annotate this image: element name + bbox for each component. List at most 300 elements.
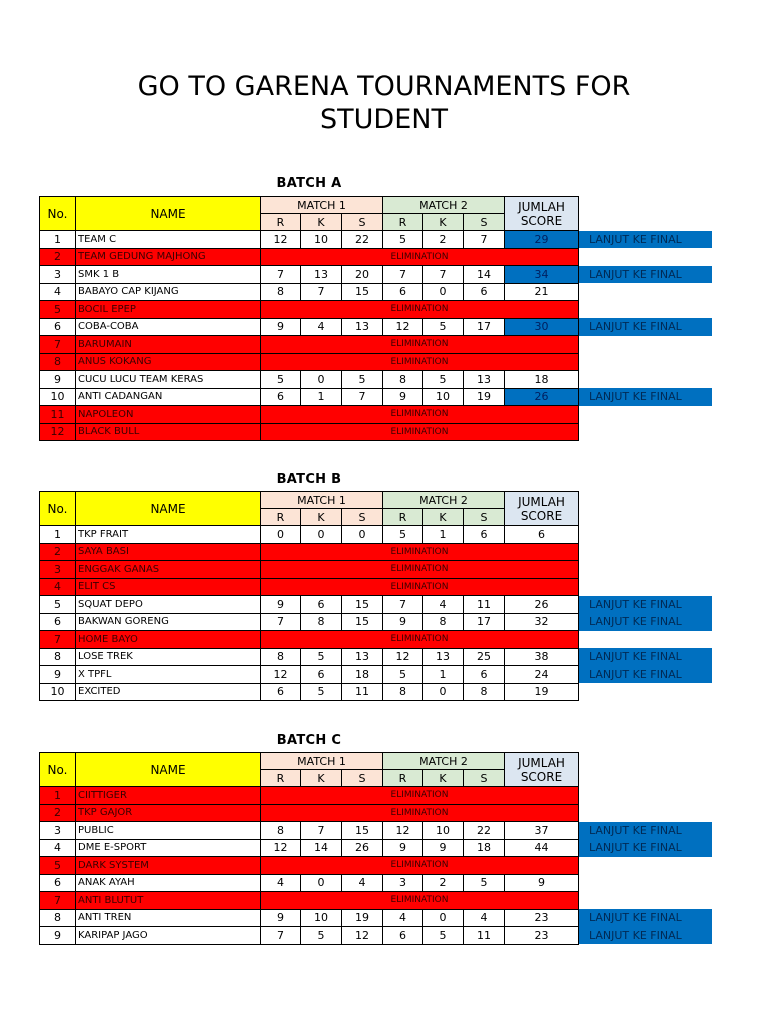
cell-s2: 11 <box>464 596 505 614</box>
elimination-label: ELIMINATION <box>261 857 579 875</box>
column-header-match2: MATCH 2 <box>383 492 505 509</box>
table-row <box>40 666 712 684</box>
row-spacer <box>579 526 712 544</box>
team-name: X TPFL <box>76 666 261 684</box>
column-header-match2-s: S <box>464 509 505 526</box>
table-row <box>40 927 712 945</box>
team-name: BABAYO CAP KIJANG <box>76 283 261 301</box>
cell-k2: 5 <box>423 927 464 945</box>
column-header-match1-r: R <box>261 214 301 231</box>
final-badge: LANJUT KE FINAL <box>579 266 712 284</box>
row-number: 5 <box>40 596 76 614</box>
cell-k2: 1 <box>423 666 464 684</box>
row-number: 6 <box>40 874 76 892</box>
table-header-row <box>40 492 712 509</box>
cell-r1: 9 <box>261 909 301 927</box>
team-name: BLACK BULL <box>76 423 261 441</box>
cell-s2: 19 <box>464 388 505 406</box>
total-score: 21 <box>505 283 579 301</box>
column-header-match1-k: K <box>301 214 342 231</box>
cell-r1: 6 <box>261 683 301 701</box>
cell-k1: 6 <box>301 666 342 684</box>
cell-r2: 8 <box>383 683 423 701</box>
table-header-row <box>40 197 712 214</box>
cell-k2: 4 <box>423 596 464 614</box>
cell-r1: 8 <box>261 283 301 301</box>
row-spacer <box>579 336 712 354</box>
table-row <box>40 909 712 927</box>
cell-r2: 12 <box>383 318 423 336</box>
column-header-match2-r: R <box>383 770 423 787</box>
cell-k1: 5 <box>301 648 342 666</box>
page-title-line-1: GO TO GARENA TOURNAMENTS FOR <box>137 71 631 102</box>
cell-s2: 8 <box>464 683 505 701</box>
column-header-match2-s: S <box>464 214 505 231</box>
cell-k2: 8 <box>423 613 464 631</box>
total-score: 26 <box>505 388 579 406</box>
cell-s2: 7 <box>464 231 505 249</box>
table-row <box>40 631 712 649</box>
total-score: 38 <box>505 648 579 666</box>
row-number: 7 <box>40 336 76 354</box>
row-spacer <box>579 406 712 424</box>
team-name: TKP GAJOR <box>76 804 261 822</box>
cell-r2: 6 <box>383 927 423 945</box>
cell-r1: 8 <box>261 648 301 666</box>
table-row <box>40 266 712 284</box>
cell-k2: 0 <box>423 909 464 927</box>
cell-k2: 5 <box>423 318 464 336</box>
cell-r2: 5 <box>383 526 423 544</box>
team-name: NAPOLEON <box>76 406 261 424</box>
cell-s1: 15 <box>342 283 383 301</box>
results-table <box>39 491 712 701</box>
row-number: 2 <box>40 804 76 822</box>
cell-r2: 6 <box>383 283 423 301</box>
table-row <box>40 648 712 666</box>
elimination-label: ELIMINATION <box>261 804 579 822</box>
cell-r1: 12 <box>261 839 301 857</box>
cell-s2: 17 <box>464 318 505 336</box>
row-number: 1 <box>40 787 76 805</box>
row-number: 11 <box>40 406 76 424</box>
cell-s1: 0 <box>342 526 383 544</box>
team-name: LOSE TREK <box>76 648 261 666</box>
team-name: COBA-COBA <box>76 318 261 336</box>
cell-r1: 5 <box>261 371 301 389</box>
team-name: TKP FRAIT <box>76 526 261 544</box>
row-spacer <box>579 561 712 579</box>
row-number: 1 <box>40 231 76 249</box>
final-badge: LANJUT KE FINAL <box>579 318 712 336</box>
cell-k2: 0 <box>423 283 464 301</box>
column-header-match1-s: S <box>342 214 383 231</box>
cell-s1: 15 <box>342 596 383 614</box>
cell-k1: 0 <box>301 526 342 544</box>
cell-s2: 6 <box>464 666 505 684</box>
cell-s1: 7 <box>342 388 383 406</box>
table-row <box>40 543 712 561</box>
team-name: BARUMAIN <box>76 336 261 354</box>
column-header-match1-k: K <box>301 509 342 526</box>
cell-r2: 7 <box>383 266 423 284</box>
total-score: 37 <box>505 822 579 840</box>
cell-k1: 0 <box>301 371 342 389</box>
table-row <box>40 857 712 875</box>
row-spacer <box>579 578 712 596</box>
total-score: 19 <box>505 683 579 701</box>
cell-s1: 19 <box>342 909 383 927</box>
team-name: CUCU LUCU TEAM KERAS <box>76 371 261 389</box>
team-name: SAYA BASI <box>76 543 261 561</box>
table-row <box>40 613 712 631</box>
team-name: SMK 1 B <box>76 266 261 284</box>
table-row <box>40 353 712 371</box>
elimination-label: ELIMINATION <box>261 406 579 424</box>
elimination-label: ELIMINATION <box>261 892 579 910</box>
cell-s2: 25 <box>464 648 505 666</box>
column-header-match1: MATCH 1 <box>261 492 383 509</box>
column-header-name: NAME <box>76 492 261 526</box>
table-row <box>40 892 712 910</box>
table-row <box>40 406 712 424</box>
elimination-label: ELIMINATION <box>261 631 579 649</box>
column-header-match2-k: K <box>423 214 464 231</box>
score-header-line-1: JUMLAH <box>518 199 565 214</box>
team-name: DARK SYSTEM <box>76 857 261 875</box>
total-score: 24 <box>505 666 579 684</box>
row-number: 3 <box>40 822 76 840</box>
team-name: BAKWAN GORENG <box>76 613 261 631</box>
cell-s2: 14 <box>464 266 505 284</box>
score-header-line-2: SCORE <box>520 769 563 784</box>
row-number: 5 <box>40 857 76 875</box>
team-name: HOME BAYO <box>76 631 261 649</box>
team-name: ENGGAK GANAS <box>76 561 261 579</box>
team-name: BOCIL EPEP <box>76 301 261 319</box>
row-spacer <box>579 371 712 389</box>
team-name: ELIT CS <box>76 578 261 596</box>
total-score: 44 <box>505 839 579 857</box>
table-row <box>40 787 712 805</box>
row-number: 7 <box>40 892 76 910</box>
final-badge: LANJUT KE FINAL <box>579 822 712 840</box>
batch-title: BATCH B <box>276 472 342 487</box>
column-header-no: No. <box>40 492 76 526</box>
cell-k1: 0 <box>301 874 342 892</box>
row-number: 7 <box>40 631 76 649</box>
table-row <box>40 283 712 301</box>
row-spacer <box>579 804 712 822</box>
column-header-match1-r: R <box>261 509 301 526</box>
row-number: 10 <box>40 683 76 701</box>
cell-r1: 7 <box>261 266 301 284</box>
elimination-label: ELIMINATION <box>261 578 579 596</box>
cell-r1: 8 <box>261 822 301 840</box>
row-spacer <box>579 874 712 892</box>
row-number: 4 <box>40 283 76 301</box>
cell-k2: 2 <box>423 231 464 249</box>
cell-r1: 4 <box>261 874 301 892</box>
table-row <box>40 874 712 892</box>
column-header-name: NAME <box>76 197 261 231</box>
final-badge: LANJUT KE FINAL <box>579 648 712 666</box>
elimination-label: ELIMINATION <box>261 301 579 319</box>
cell-s2: 6 <box>464 526 505 544</box>
cell-k2: 2 <box>423 874 464 892</box>
row-spacer <box>579 631 712 649</box>
cell-r2: 5 <box>383 231 423 249</box>
final-badge: LANJUT KE FINAL <box>579 909 712 927</box>
column-header-score <box>505 492 579 526</box>
cell-k1: 7 <box>301 283 342 301</box>
column-header-match2-s: S <box>464 770 505 787</box>
row-spacer <box>579 248 712 266</box>
row-number: 1 <box>40 526 76 544</box>
total-score: 26 <box>505 596 579 614</box>
cell-k1: 5 <box>301 927 342 945</box>
column-header-match1-s: S <box>342 770 383 787</box>
cell-s1: 15 <box>342 613 383 631</box>
total-score: 32 <box>505 613 579 631</box>
row-number: 4 <box>40 839 76 857</box>
cell-k1: 13 <box>301 266 342 284</box>
column-header-match1: MATCH 1 <box>261 753 383 770</box>
elimination-label: ELIMINATION <box>261 353 579 371</box>
total-score: 23 <box>505 909 579 927</box>
team-name: TEAM GEDUNG MAJHONG <box>76 248 261 266</box>
cell-k1: 10 <box>301 231 342 249</box>
final-badge: LANJUT KE FINAL <box>579 231 712 249</box>
cell-s1: 5 <box>342 371 383 389</box>
cell-r2: 8 <box>383 371 423 389</box>
batch-title: BATCH C <box>276 733 342 748</box>
team-name: TEAM C <box>76 231 261 249</box>
cell-k2: 10 <box>423 388 464 406</box>
cell-r1: 6 <box>261 388 301 406</box>
row-number: 9 <box>40 371 76 389</box>
cell-s1: 4 <box>342 874 383 892</box>
row-number: 5 <box>40 301 76 319</box>
cell-k1: 10 <box>301 909 342 927</box>
cell-k1: 5 <box>301 683 342 701</box>
cell-s1: 20 <box>342 266 383 284</box>
cell-k2: 7 <box>423 266 464 284</box>
cell-s2: 6 <box>464 283 505 301</box>
row-spacer <box>579 283 712 301</box>
table-row <box>40 423 712 441</box>
column-header-match2: MATCH 2 <box>383 197 505 214</box>
row-number: 10 <box>40 388 76 406</box>
cell-r1: 9 <box>261 318 301 336</box>
header-spacer <box>579 753 712 787</box>
column-header-score <box>505 197 579 231</box>
column-header-match2-k: K <box>423 509 464 526</box>
cell-k1: 14 <box>301 839 342 857</box>
cell-r2: 5 <box>383 666 423 684</box>
total-score: 6 <box>505 526 579 544</box>
row-number: 2 <box>40 543 76 561</box>
table-row <box>40 248 712 266</box>
row-number: 8 <box>40 353 76 371</box>
page-title-line-2: STUDENT <box>320 104 448 135</box>
header-spacer <box>579 492 712 526</box>
team-name: EXCITED <box>76 683 261 701</box>
column-header-match1-r: R <box>261 770 301 787</box>
table-row <box>40 822 712 840</box>
cell-s1: 13 <box>342 648 383 666</box>
cell-r2: 12 <box>383 648 423 666</box>
cell-s1: 15 <box>342 822 383 840</box>
row-spacer <box>579 857 712 875</box>
row-spacer <box>579 543 712 561</box>
cell-k2: 13 <box>423 648 464 666</box>
cell-k2: 10 <box>423 822 464 840</box>
table-row <box>40 561 712 579</box>
cell-s2: 13 <box>464 371 505 389</box>
team-name: ANAK AYAH <box>76 874 261 892</box>
score-header-line-2: SCORE <box>520 508 563 523</box>
column-header-match1: MATCH 1 <box>261 197 383 214</box>
results-table <box>39 752 712 945</box>
final-badge: LANJUT KE FINAL <box>579 927 712 945</box>
total-score: 30 <box>505 318 579 336</box>
cell-r2: 9 <box>383 388 423 406</box>
row-spacer <box>579 787 712 805</box>
table-header-row <box>40 753 712 770</box>
cell-k1: 1 <box>301 388 342 406</box>
table-row <box>40 596 712 614</box>
cell-k1: 6 <box>301 596 342 614</box>
elimination-label: ELIMINATION <box>261 248 579 266</box>
row-number: 9 <box>40 927 76 945</box>
cell-r2: 12 <box>383 822 423 840</box>
final-badge: LANJUT KE FINAL <box>579 839 712 857</box>
column-header-match2-k: K <box>423 770 464 787</box>
column-header-match2: MATCH 2 <box>383 753 505 770</box>
cell-r1: 12 <box>261 231 301 249</box>
row-number: 8 <box>40 648 76 666</box>
row-number: 6 <box>40 318 76 336</box>
team-name: ANTI CADANGAN <box>76 388 261 406</box>
cell-k2: 5 <box>423 371 464 389</box>
row-number: 9 <box>40 666 76 684</box>
cell-s2: 11 <box>464 927 505 945</box>
cell-s2: 17 <box>464 613 505 631</box>
row-spacer <box>579 892 712 910</box>
table-row <box>40 526 712 544</box>
cell-s2: 4 <box>464 909 505 927</box>
elimination-label: ELIMINATION <box>261 423 579 441</box>
cell-r2: 9 <box>383 613 423 631</box>
table-row <box>40 578 712 596</box>
table-row <box>40 804 712 822</box>
row-number: 12 <box>40 423 76 441</box>
cell-r1: 9 <box>261 596 301 614</box>
total-score: 34 <box>505 266 579 284</box>
cell-s1: 13 <box>342 318 383 336</box>
column-header-name: NAME <box>76 753 261 787</box>
elimination-label: ELIMINATION <box>261 336 579 354</box>
row-spacer <box>579 683 712 701</box>
cell-k2: 1 <box>423 526 464 544</box>
column-header-no: No. <box>40 197 76 231</box>
cell-s1: 12 <box>342 927 383 945</box>
team-name: KARIPAP JAGO <box>76 927 261 945</box>
final-badge: LANJUT KE FINAL <box>579 596 712 614</box>
row-spacer <box>579 353 712 371</box>
total-score: 23 <box>505 927 579 945</box>
cell-r1: 7 <box>261 927 301 945</box>
team-name: ANTI BLUTUT <box>76 892 261 910</box>
team-name: PUBLIC <box>76 822 261 840</box>
team-name: ANUS KOKANG <box>76 353 261 371</box>
row-number: 3 <box>40 266 76 284</box>
row-number: 6 <box>40 613 76 631</box>
cell-r1: 7 <box>261 613 301 631</box>
cell-r1: 0 <box>261 526 301 544</box>
column-header-match2-r: R <box>383 214 423 231</box>
cell-r2: 4 <box>383 909 423 927</box>
team-name: ANTI TREN <box>76 909 261 927</box>
cell-r2: 3 <box>383 874 423 892</box>
table-row <box>40 301 712 319</box>
cell-k1: 4 <box>301 318 342 336</box>
column-header-score <box>505 753 579 787</box>
row-number: 8 <box>40 909 76 927</box>
batch-title: BATCH A <box>276 176 342 191</box>
column-header-no: No. <box>40 753 76 787</box>
table-row <box>40 839 712 857</box>
elimination-label: ELIMINATION <box>261 561 579 579</box>
cell-s1: 11 <box>342 683 383 701</box>
final-badge: LANJUT KE FINAL <box>579 388 712 406</box>
team-name: DME E-SPORT <box>76 839 261 857</box>
score-header-line-1: JUMLAH <box>518 755 565 770</box>
table-row <box>40 388 712 406</box>
final-badge: LANJUT KE FINAL <box>579 666 712 684</box>
cell-k1: 7 <box>301 822 342 840</box>
table-row <box>40 371 712 389</box>
table-row <box>40 683 712 701</box>
table-row <box>40 231 712 249</box>
cell-s2: 18 <box>464 839 505 857</box>
row-number: 4 <box>40 578 76 596</box>
cell-s1: 22 <box>342 231 383 249</box>
cell-k1: 8 <box>301 613 342 631</box>
cell-s1: 26 <box>342 839 383 857</box>
cell-s2: 22 <box>464 822 505 840</box>
cell-s2: 5 <box>464 874 505 892</box>
total-score: 18 <box>505 371 579 389</box>
row-number: 2 <box>40 248 76 266</box>
total-score: 29 <box>505 231 579 249</box>
elimination-label: ELIMINATION <box>261 787 579 805</box>
table-row <box>40 318 712 336</box>
cell-s1: 18 <box>342 666 383 684</box>
cell-r1: 12 <box>261 666 301 684</box>
column-header-match1-s: S <box>342 509 383 526</box>
total-score: 9 <box>505 874 579 892</box>
page-title <box>0 70 768 136</box>
cell-r2: 7 <box>383 596 423 614</box>
cell-k2: 9 <box>423 839 464 857</box>
team-name: CIITTIGER <box>76 787 261 805</box>
column-header-match1-k: K <box>301 770 342 787</box>
score-header-line-2: SCORE <box>520 213 563 228</box>
cell-r2: 9 <box>383 839 423 857</box>
team-name: SQUAT DEPO <box>76 596 261 614</box>
